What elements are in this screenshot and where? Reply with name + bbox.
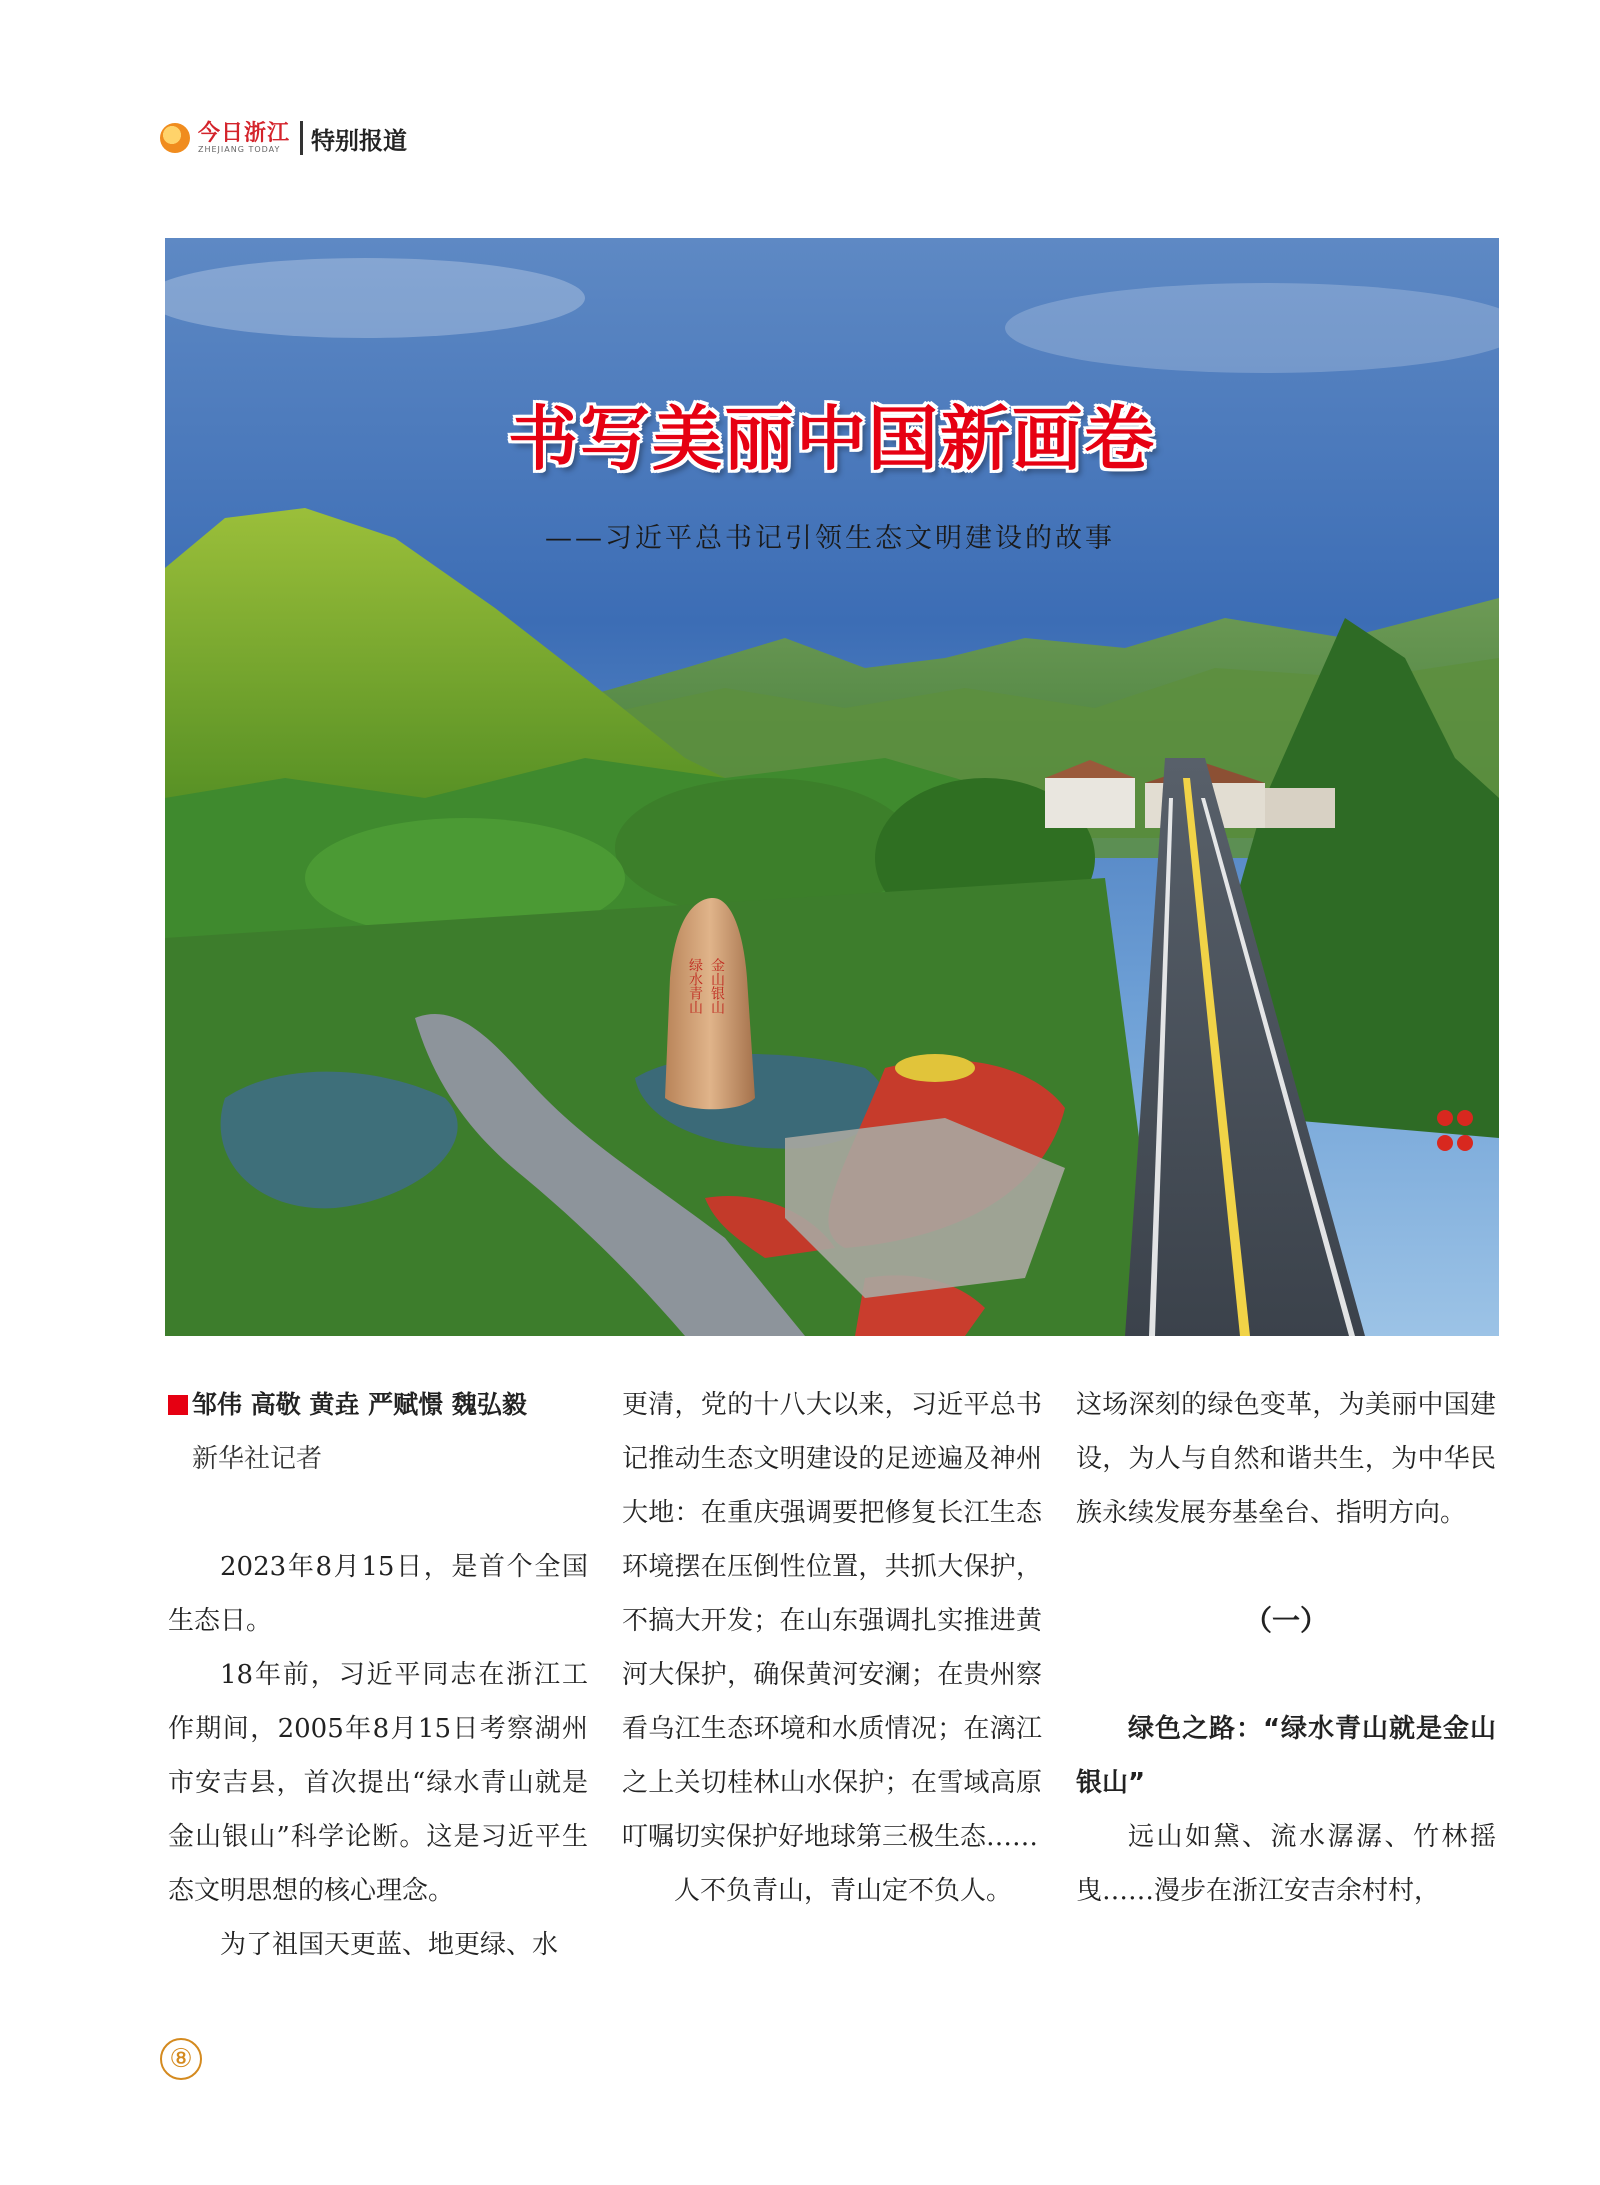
page-number: ⑧ (160, 2038, 202, 2080)
byline-marker-icon (168, 1395, 188, 1415)
section-heading: 绿色之路：“绿水青山就是金山银山” (1076, 1714, 1496, 1798)
paragraph: 这场深刻的绿色变革，为美丽中国建设，为人与自然和谐共生，为中华民族永续发展夯基垒台、指明方向。 (1076, 1390, 1496, 1528)
hero-photo (165, 238, 1499, 1336)
paragraph: 人不负青山，青山定不负人。 (674, 1876, 1013, 1906)
logo-subtext: ZHEJIANG TODAY (198, 145, 281, 154)
spacer (1076, 1648, 1496, 1702)
logo-text: 今日浙江 (198, 120, 291, 146)
part-heading: （一） (1243, 1604, 1328, 1637)
paragraph: 18年前，习近平同志在浙江工作期间，2005年8月15日考察湖州市安吉县，首次提出“绿水青山就是金山银山”科学论断。这是习近平生态文明思想的核心理念。 (168, 1660, 588, 1906)
paragraph: 远山如黛、流水潺潺、竹林摇曳……漫步在浙江安吉余村村， (1076, 1822, 1496, 1906)
article-subtitle: ——习近平总书记引领生态文明建设的故事 (545, 523, 1115, 554)
byline-role: 新华社记者 (192, 1444, 323, 1474)
article-title: 书写美丽中国新画卷 (508, 398, 1156, 480)
byline-authors (168, 1378, 588, 1432)
paragraph: 更清，党的十八大以来，习近平总书记推动生态文明建设的足迹遍及神州大地：在重庆强调要把修复长江生态环境摆在压倒性位置，共抓大保护，不搞大开发；在山东强调扎实推进黄河大保护，确保黄河安澜；在贵州察看乌江生态环境和水质情况；在漓江之上关切桂林山水保护；在雪域高原叮嘱切实保护好地球第三极生态…… (622, 1390, 1042, 1852)
section-label: 特别报道 (311, 126, 408, 155)
spacer (168, 1486, 588, 1540)
logo-icon (160, 123, 190, 153)
article-column-3 (1076, 1378, 1496, 1918)
article-column-2 (622, 1378, 1042, 1918)
authors-text: 邹伟 高敬 黄垚 严赋憬 魏弘毅 (192, 1390, 527, 1419)
masthead (160, 118, 407, 158)
divider (300, 121, 303, 155)
spacer (1076, 1540, 1496, 1594)
svg-text:金山银山: 金山银山 (709, 958, 725, 1014)
svg-text:绿水青山: 绿水青山 (687, 958, 703, 1014)
logo (198, 122, 290, 154)
paragraph: 为了祖国天更蓝、地更绿、水 (220, 1930, 559, 1960)
article-column-1 (168, 1378, 588, 1972)
paragraph: 2023年8月15日，是首个全国生态日。 (168, 1552, 588, 1636)
